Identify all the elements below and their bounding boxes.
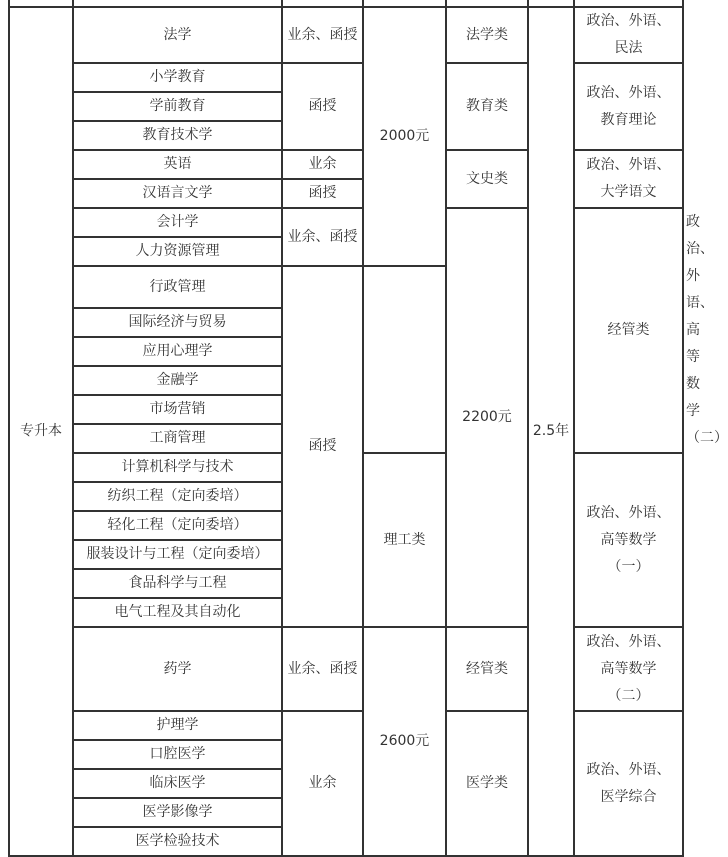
- category-cell: 医学类: [446, 711, 528, 856]
- major-cell: 药学: [73, 627, 282, 711]
- major-cell: 临床医学: [73, 769, 282, 798]
- major-cell: 汉语言文学: [73, 179, 282, 208]
- category-cell: 经管类: [574, 208, 683, 453]
- major-cell: 小学教育: [73, 63, 282, 92]
- fee-cell: 2000元: [363, 7, 446, 266]
- mode-cell: 业余: [282, 150, 363, 179]
- cell-top-strip: [446, 0, 528, 7]
- major-cell: 英语: [73, 150, 282, 179]
- major-cell: 学前教育: [73, 92, 282, 121]
- mode-cell: 业余、函授: [282, 627, 363, 711]
- mode-cell: 业余、函授: [282, 208, 363, 266]
- major-cell: 应用心理学: [73, 337, 282, 366]
- major-cell: 行政管理: [73, 266, 282, 308]
- major-cell: 人力资源管理: [73, 237, 282, 266]
- major-cell: 计算机科学与技术: [73, 453, 282, 482]
- major-cell: 会计学: [73, 208, 282, 237]
- major-cell: 市场营销: [73, 395, 282, 424]
- major-cell: 口腔医学: [73, 740, 282, 769]
- mode-cell: 函授: [282, 179, 363, 208]
- category-cell: 法学类: [446, 7, 528, 63]
- major-cell: 护理学: [73, 711, 282, 740]
- mode-cell: 业余: [282, 711, 363, 856]
- major-cell: 医学检验技术: [73, 827, 282, 856]
- category-cell: 文史类: [446, 150, 528, 208]
- category-cell: 教育类: [446, 63, 528, 150]
- major-cell: 国际经济与贸易: [73, 308, 282, 337]
- mode-cell: 函授: [282, 63, 363, 150]
- subjects-cell: 政治、外语、 医学综合: [574, 711, 683, 856]
- mode-cell: 函授: [282, 266, 363, 627]
- admission-table: 专升本 法学 业余、函授 2000元 法学类 2.5年 政治、外语、 民法 小学教育 函授 教育类 政治、外语、 教育理论 学前教育 教育技术学 英语 业余 文史类 政治、外语、 大学语文 汉语言文学 函授 会计学 业余、函授 2200元 经管类 政治、外语、 高等数学 （二） 人力资源管理 行政管理 函授 国际经济与贸易 应用心理学 金融学 市场营销 工商管理 计算机科学与技术 理工类 政治、外语、 高等数学 （一） 纺织工程（定向委培） 轻化工程（定向委培） 服装设计与工程（定向委培） 食品科学与工程 电气工程及其自动化 药学 业余、函授 2600元 经管类 政治、外语、 高等数学 （二） 护理学 业余 医学类 政治、外语、 医学综合 口腔医学 临床医学 医学影像学 医学检验技术: [8, 0, 684, 857]
- major-cell: 食品科学与工程: [73, 569, 282, 598]
- duration-cell: 2.5年: [528, 7, 574, 856]
- major-cell: 医学影像学: [73, 798, 282, 827]
- cell-top-strip: [363, 0, 446, 7]
- cell-top-strip: [9, 0, 73, 7]
- subjects-cell: 政治、外语、 高等数学 （二）: [574, 627, 683, 711]
- cell-top-strip: [574, 0, 683, 7]
- subjects-cell: 政治、外语、 高等数学 （一）: [574, 453, 683, 627]
- major-cell: 法学: [73, 7, 282, 63]
- category-cell: 理工类: [363, 453, 446, 627]
- major-cell: 教育技术学: [73, 121, 282, 150]
- major-cell: 轻化工程（定向委培）: [73, 511, 282, 540]
- major-cell: 服装设计与工程（定向委培）: [73, 540, 282, 569]
- subjects-cell: 政治、外语、 教育理论: [574, 63, 683, 150]
- major-cell: 电气工程及其自动化: [73, 598, 282, 627]
- level-cell: 专升本: [9, 7, 73, 856]
- cell-top-strip: [528, 0, 574, 7]
- subjects-cell: 政治、外语、 民法: [574, 7, 683, 63]
- cell-top-strip: [73, 0, 282, 7]
- mode-cell: 业余、函授: [282, 7, 363, 63]
- fee-cell: 2200元: [446, 208, 528, 627]
- fee-cell: 2600元: [363, 627, 446, 856]
- major-cell: 纺织工程（定向委培）: [73, 482, 282, 511]
- category-cell: 经管类: [446, 627, 528, 711]
- major-cell: 工商管理: [73, 424, 282, 453]
- cell-top-strip: [282, 0, 363, 7]
- major-cell: 金融学: [73, 366, 282, 395]
- subjects-cell: 政治、外语、 大学语文: [574, 150, 683, 208]
